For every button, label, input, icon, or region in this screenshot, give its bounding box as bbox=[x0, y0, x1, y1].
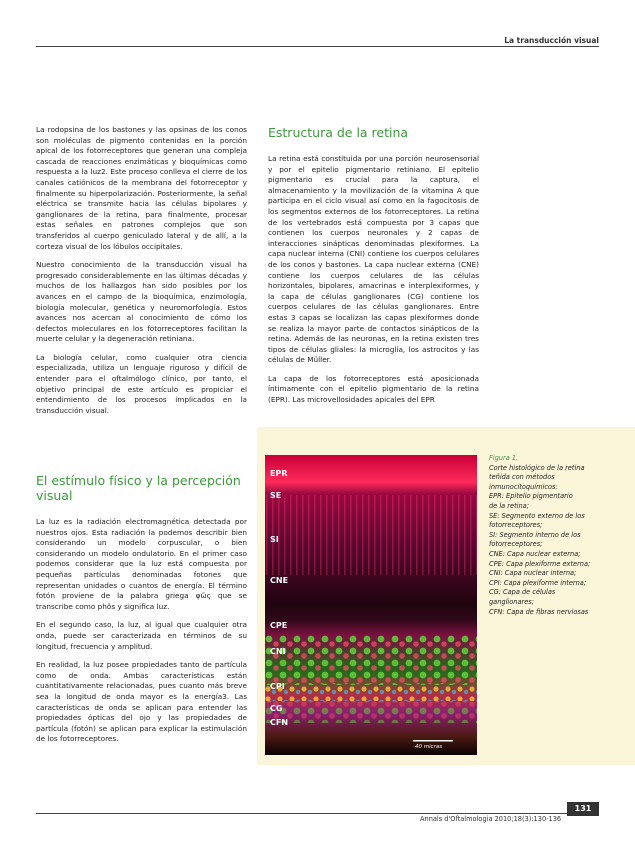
caption-line: inmunocitoquímicos: bbox=[489, 482, 558, 491]
caption-line: CG: Capa de células bbox=[489, 588, 556, 597]
left-column bbox=[36, 125, 247, 424]
paragraph: La capa de los fotorreceptores está aposicionada íntimamente con el epitelio pigmentario de la retina (EPR). Las microvellosidades apicales del EPR bbox=[268, 373, 479, 405]
section-heading: Estructura de la retina bbox=[268, 125, 409, 140]
caption-line: ganglionares; bbox=[489, 597, 534, 606]
paragraph: La retina está constituida por una porción neurosensorial y por el epitelio pigmentario retiniano. El epitelio pigmentario es crucial para la captura, el almacenamiento y la movilización de la vitamina A que participa en el ciclo visual así como en la fagocitosis de los segmentos externos de los fotorreceptores. La retina de los vertebrados está compuesta por 3 capas que contienen los cuerpos neuronales y 2 capas de interacciones sinápticas denominadas plexiformes. La capa nuclear interna (CNI) contiene los cuerpos celulares de los conos y bastones. La capa nuclear externa (CNE) contiene los cuerpos celulares de las células horizontales, bipolares, amacrinas e interplexiformes, y la capa de células ganglionares (CG) contiene los cuerpos celulares de las células ganglionares. Entre estas 3 capas se localizan las capas plexiformes donde se realiza la mayor parte de contactos sinápticos de la retina. Además de las neuronas, en la retina existen tres tipos de células gliales: la microglía, los astrocitos y las células de Müller. bbox=[268, 154, 479, 365]
footer-rule bbox=[36, 813, 599, 814]
layer-label-cne: CNE bbox=[270, 576, 289, 585]
caption-line: CNE: Capa nuclear externa; bbox=[489, 549, 581, 558]
caption-line: EPR: Epitelio pigmentario bbox=[489, 492, 573, 501]
caption-line: de la retina; bbox=[489, 501, 529, 510]
caption-line: SI: Segmento interno de los bbox=[489, 530, 581, 539]
paragraph: Nuestro conocimiento de la transducción visual ha progresado considerablemente en las últimas décadas y muchos de los hallazgos han sido posibles por los avances en el campo de la bioquímica, enzimología, biología molecular, genética y neuromorfología. Estos avances nos acercan al conocimiento de cómo los defectos moleculares en los fotorreceptores facilitan la muerte celular y la degeneración retiniana. bbox=[36, 260, 247, 344]
layer-label-se: SE bbox=[270, 491, 282, 500]
layer-label-cpi: CPI bbox=[270, 682, 285, 691]
caption-line: CFN: Capa de fibras nerviosas bbox=[489, 607, 589, 616]
retina-micrograph bbox=[265, 455, 477, 755]
caption-title: Figura 1. bbox=[489, 454, 519, 462]
header-rule bbox=[36, 46, 599, 47]
paragraph: La rodopsina de los bastones y las opsinas de los conos son moléculas de pigmento contenidas en la porción apical de los fotorreceptores que generan una compleja cascada de reacciones enzimáticas y bioquímicas como respuesta a la luz2. Este proceso conlleva el cierre de los canales catiónicos de la membrana del fotorreceptor y finalmente su hiperpolarización. Posteriormente, la señal eléctrica se transmite hacia las células bipolares y ganglionares de la retina, para finalmente, procesar estas señales en patrones complejos que son transferidos al cuerpo geniculado lateral y de allí, a la corteza visual de los lóbulos occipitales. bbox=[36, 125, 247, 251]
caption-line: CPI: Capa plexiforme interna; bbox=[489, 578, 587, 587]
figure-caption bbox=[489, 454, 619, 617]
layer-label-cni: CNI bbox=[270, 647, 286, 656]
footer-citation: Annals d'Oftalmologia 2010;18(3):130-136 bbox=[420, 815, 562, 823]
layer-label-epr: EPR bbox=[270, 469, 288, 478]
layer-label-cpe: CPE bbox=[270, 621, 288, 630]
layer-label-cg: CG bbox=[270, 704, 283, 713]
layer-label-si: SI bbox=[270, 535, 279, 544]
caption-line: teñida con métodos bbox=[489, 473, 555, 482]
paragraph: La biología celular, como cualquier otra ciencia especializada, utiliza un lenguaje riguroso y difícil de entender para el oftalmólogo clínico, por tanto, el objetivo principal de este artículo es propiciar el entendimiento de los procesos implicados en la transducción visual. bbox=[36, 352, 247, 415]
paragraph: La luz es la radiación electromagnética detectada por nuestros ojos. Esta radiación la podemos describir bien considerando un modelo corpuscular, o bien considerando un modelo ondulatorio. En el primer caso podemos considerar que la luz está compuesta por pequeñas partículas denominadas fotones que representan unidades o cuantos de energía. El término fotón proviene de la palabra griega φῶς que se transcribe como phôs y significa luz. bbox=[36, 517, 247, 611]
section-estimulo bbox=[36, 473, 247, 753]
caption-line: Corte histológico de la retina bbox=[489, 463, 585, 472]
caption-line: fotorreceptores; bbox=[489, 521, 543, 530]
paragraph: En realidad, la luz posee propiedades tanto de partícula como de onda. Ambas características están cuantitativamente relacionadas, pues cuanto más breve sea la longitud de onda mayor es la energía3. Las características de onda se aplican para entender las propiedades ópticas del ojo y las propiedades de partícula (fotón) se aplican para explicar la estimulación de los fotorreceptores. bbox=[36, 660, 247, 744]
caption-line: CPE: Capa plexiforme externa; bbox=[489, 559, 591, 568]
running-header: La transducción visual bbox=[504, 36, 599, 45]
page-number: 131 bbox=[567, 802, 599, 816]
section-estructura bbox=[268, 125, 479, 414]
caption-line: SE: Segmento externo de los bbox=[489, 511, 585, 520]
caption-line: CNI: Capa nuclear interna; bbox=[489, 569, 577, 578]
paragraph: En el segundo caso, la luz, al igual que cualquier otra onda, puede ser caracterizada en términos de su longitud, frecuencia y amplitud. bbox=[36, 620, 247, 651]
section-heading: El estímulo físico y la percepción visual bbox=[36, 473, 241, 503]
scale-bar-label: 40 micras bbox=[415, 744, 443, 750]
caption-line: fotorreceptores; bbox=[489, 540, 543, 549]
layer-label-cfn: CFN bbox=[270, 718, 289, 727]
